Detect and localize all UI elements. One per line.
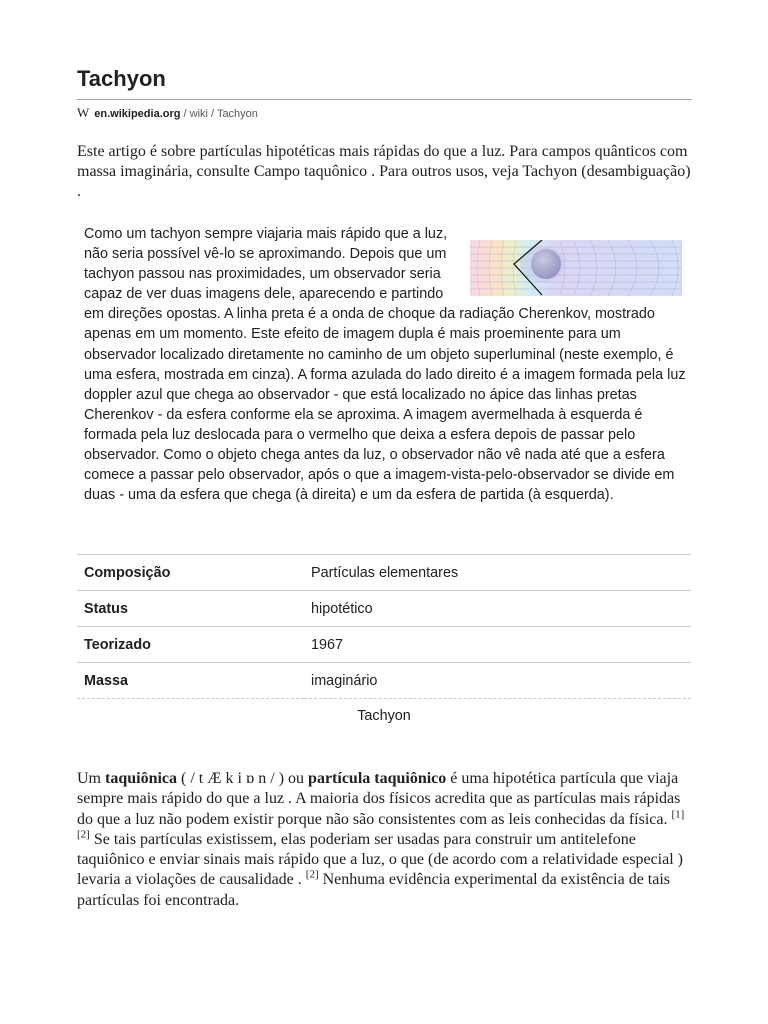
reference-link[interactable]: [2] bbox=[305, 869, 319, 882]
table-row bbox=[77, 627, 691, 663]
source-path: / wiki / Tachyon bbox=[180, 108, 258, 120]
source-domain-link[interactable]: en.wikipedia.org bbox=[94, 108, 181, 120]
infobox-caption: Tachyon bbox=[357, 708, 411, 724]
tachyon-cherenkov-diagram-icon[interactable] bbox=[470, 240, 682, 296]
infobox-label: Teorizado bbox=[77, 627, 304, 663]
infobox-label: Composição bbox=[77, 555, 304, 591]
sphere bbox=[531, 249, 561, 279]
infobox-value: imaginário bbox=[304, 663, 691, 699]
lead-text: Se tais partículas existissem, elas poderiam ser usadas para construir um antitelefone taquiônico e enviar sinais mais rápido que a luz, o que (de acordo com a relatividade especial ) levaria a violações de causalidade . bbox=[77, 830, 683, 889]
hatnote: Este artigo é sobre partículas hipotéticas mais rápidas do que a luz. Para campos quânticos com massa imaginária, consulte Campo taquônico . Para outros usos, veja Tachyon (desambiguação) . bbox=[77, 143, 691, 200]
infobox-value: 1967 bbox=[304, 627, 691, 663]
lead-paragraph bbox=[77, 769, 695, 911]
lead-text: Nenhuma evidência experimental da existência de tais partículas foi encontrada. bbox=[77, 871, 671, 909]
infobox-table bbox=[77, 554, 691, 699]
table-row bbox=[77, 663, 691, 699]
lead-text: ( / t Æ k i ɒ n / ) ou bbox=[177, 770, 309, 787]
source-breadcrumb bbox=[77, 105, 258, 121]
figure-with-description bbox=[84, 224, 688, 505]
reference-link[interactable]: [1] [2] bbox=[77, 808, 685, 841]
wikipedia-logo-icon: W bbox=[77, 105, 90, 120]
infobox-label: Status bbox=[77, 591, 304, 627]
figure-description: Como um tachyon sempre viajaria mais rápido que a luz, não seria possível vê-lo se aproximando. Depois que um tachyon passou nas proximidades, um observador seria capaz de ver duas imagens dele, aparecendo e partindo em direções opostas. A linha preta é a onda de choque da radiação Cherenkov, mostrado apenas em um momento. Este efeito de imagem dupla é mais proeminente para um observador localizado diretamente no caminho de um objeto superluminal (neste exemplo, é uma esfera, mostrada em cinza). A forma azulada do lado direito é a imagem formada pela luz doppler azul que chega ao observador - que está localizado no ápice das linhas pretas Cherenkov - da esfera conforme ela se aproxima. A imagem avermelhada à esquerda é formada pela luz deslocada para o vermelho que deixa a esfera depois de passar pelo observador. Como o objeto chega antes da luz, o observador não vê nada até que a esfera comece a passar pelo observador, após o que a imagem-vista-pelo-observador se divide em duas - uma da esfera que chega (à direita) e um da esfera de partida (à esquerda). bbox=[84, 226, 686, 504]
table-row bbox=[77, 591, 691, 627]
table-row bbox=[77, 555, 691, 591]
lead-term-particula: partícula taquiônico bbox=[308, 770, 447, 787]
lead-text: é uma hipotética partícula que viaja sempre mais rápido do que a luz . A maioria dos físicos acredita que as partículas mais rápidas do que a luz não podem existir porque não são consistentes com as leis conhecidas da física. bbox=[77, 770, 681, 828]
lead-text: Um bbox=[77, 770, 105, 787]
infobox-value: hipotético bbox=[304, 591, 691, 627]
tachyon-diagram-svg bbox=[470, 240, 682, 296]
infobox-value: Partículas elementares bbox=[304, 555, 691, 591]
lead-term-taquionica: taquiônica bbox=[105, 770, 178, 787]
title-divider bbox=[77, 99, 692, 100]
page-title: Tachyon bbox=[77, 66, 166, 91]
infobox-label: Massa bbox=[77, 663, 304, 699]
